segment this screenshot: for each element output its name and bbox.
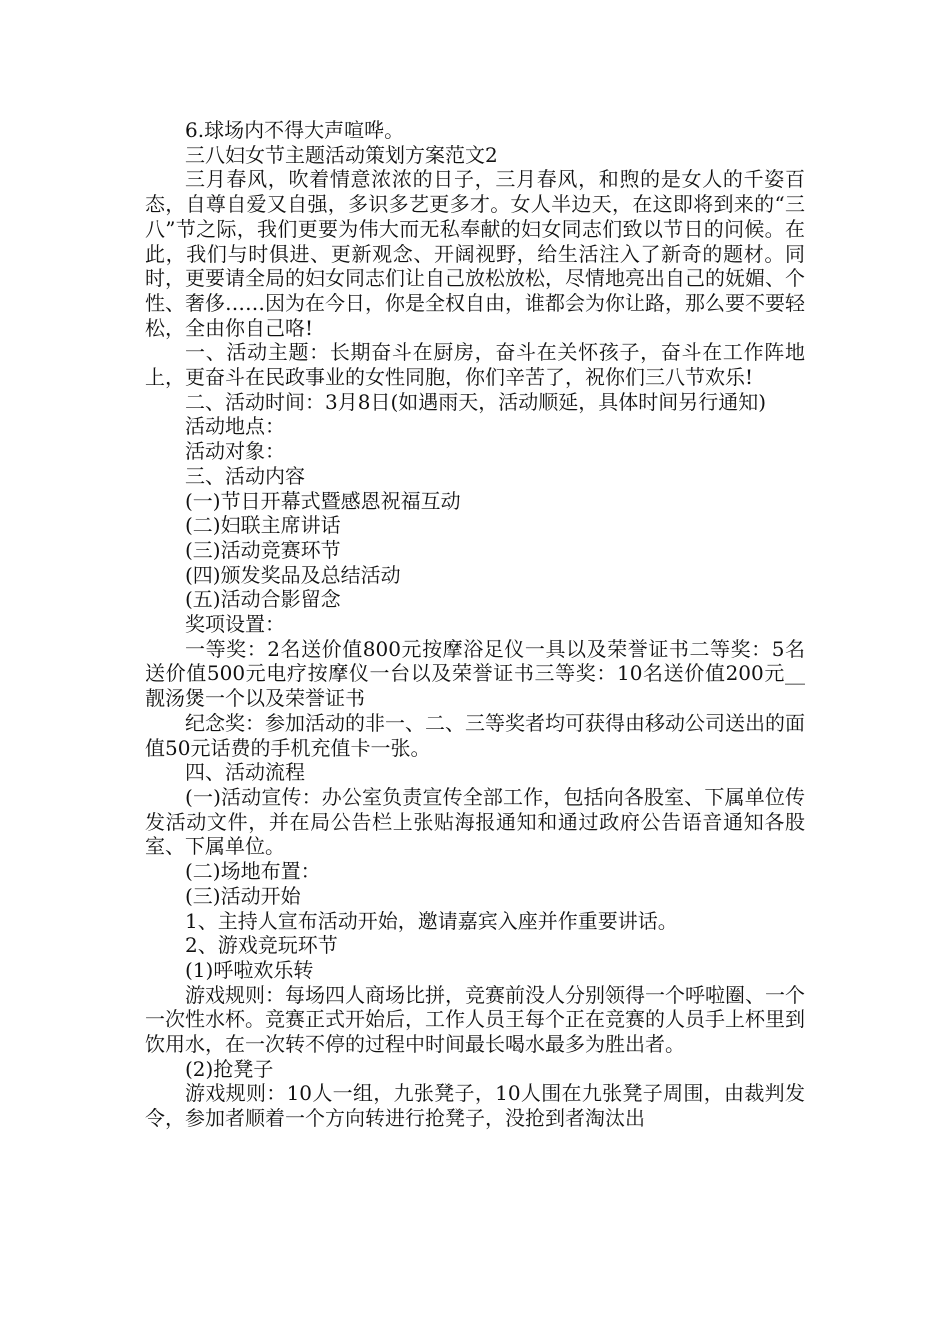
- paragraph: 三、活动内容: [185, 463, 305, 488]
- list-item: 1、主持人宣布活动开始，邀请嘉宾入座并作重要讲话。: [185, 908, 678, 933]
- paragraph: 活动对象：: [185, 439, 285, 464]
- paragraph: 游戏规则：10人一组，九张凳子，10人围在九张凳子周围，由裁判发令，参加者顺着一个方向转进行抢凳子，没抢到者淘汰出: [145, 1081, 805, 1131]
- paragraph: 奖项设置：: [185, 612, 285, 637]
- document-body: [145, 118, 805, 1131]
- section-title: 三八妇女节主题活动策划方案范文2: [185, 142, 498, 167]
- paragraph: 纪念奖：参加活动的非一、二、三等奖者均可获得由移动公司送出的面值50元话费的手机充值卡一张。: [145, 710, 805, 760]
- list-item: (三)活动竞赛环节: [185, 537, 341, 562]
- paragraph: 三月春风，吹着情意浓浓的日子，三月春风，和煦的是女人的千姿百态，自尊自爱又自强，多识多艺更多才。女人半边天，在这即将到来的“三八”节之际，我们更要为伟大而无私奉献的妇女同志们致以节日的问候。在此，我们与时俱进、更新观念、开阔视野，给生活注入了新奇的题材。同时，更要请全局的妇女同志们让自己放松放松，尽情地亮出自己的妩媚、个性、奢侈……因为在今日，你是全权自由，谁都会为你让路，那么要不要轻松，全由你自己咯!: [145, 167, 805, 340]
- paragraph: 游戏规则：每场四人商场比拼，竞赛前没人分别领得一个呼啦圈、一个一次性水杯。竞赛正式开始后，工作人员王每个正在竞赛的人员手上杯里到饮用水，在一次转不停的过程中时间最长喝水最多为胜出者。: [145, 982, 805, 1057]
- list-item: (五)活动合影留念: [185, 587, 341, 612]
- list-item: (一)节日开幕式暨感恩祝福互动: [185, 488, 461, 513]
- paragraph: 6.球场内不得大声喧哗。: [185, 118, 405, 142]
- list-item: 2、游戏竞玩环节: [185, 933, 338, 958]
- paragraph: 活动地点：: [185, 414, 285, 439]
- paragraph: 一、活动主题：长期奋斗在厨房，奋斗在关怀孩子，奋斗在工作阵地上，更奋斗在民政事业的女性同胞，你们辛苦了，祝你们三八节欢乐!: [145, 340, 805, 390]
- list-item: (四)颁发奖品及总结活动: [185, 562, 401, 587]
- paragraph: (二)场地布置：: [185, 859, 321, 884]
- paragraph: (一)活动宣传：办公室负责宣传全部工作，包括向各股室、下属单位传发活动文件，并在局公告栏上张贴海报通知和通过政府公告语音通知各股室、下属单位。: [145, 784, 805, 859]
- paragraph: 一等奖：2名送价值800元按摩浴足仪一具以及荣誉证书二等奖：5名送价值500元电疗按摩仪一台以及荣誉证书三等奖：10名送价值200元__靓汤煲一个以及荣誉证书: [145, 636, 805, 711]
- list-item: (1)呼啦欢乐转: [185, 957, 314, 982]
- list-item: (二)妇联主席讲话: [185, 513, 341, 538]
- paragraph: 四、活动流程: [185, 760, 305, 785]
- paragraph: 二、活动时间：3月8日(如遇雨天，活动顺延，具体时间另行通知): [185, 389, 767, 414]
- paragraph: (三)活动开始: [185, 883, 301, 908]
- list-item: (2)抢凳子: [185, 1056, 274, 1081]
